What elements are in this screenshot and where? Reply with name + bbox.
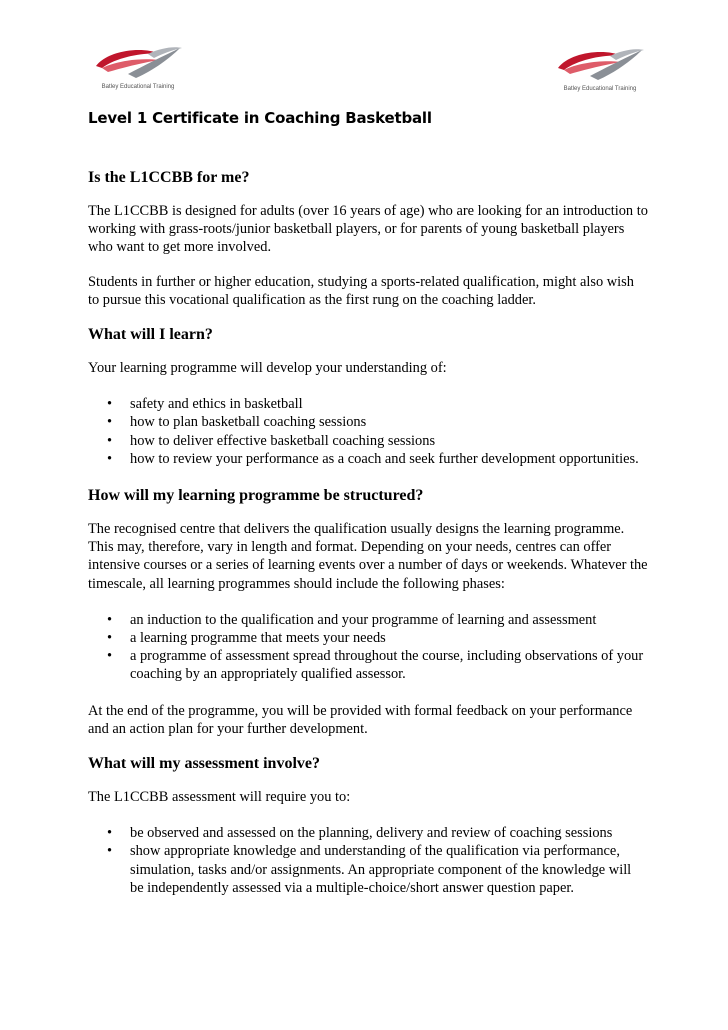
document-title: Level 1 Certificate in Coaching Basketball xyxy=(88,109,432,127)
list-item-text: a learning programme that meets your needs xyxy=(130,630,386,647)
section-heading-structure: How will my learning programme be structured? xyxy=(88,487,424,505)
bullet-icon: • xyxy=(107,450,113,467)
swoosh-logo-icon xyxy=(550,46,650,86)
paragraph: Students in further or higher education, studying a sports-related qualification, might also wish to pursue this vocational qualification as the first rung on the coaching ladder. xyxy=(88,273,634,308)
list-item xyxy=(88,395,648,413)
batley-logo-left xyxy=(88,44,188,96)
section-heading-assessment: What will my assessment involve? xyxy=(88,755,320,773)
paragraph: Your learning programme will develop your understanding of: xyxy=(88,360,447,377)
list-item-text: a programme of assessment spread throughout the course, including observations of your coaching by an appropriately qualified assessor. xyxy=(130,648,644,683)
list-item-text: how to review your performance as a coach and seek further development opportunities. xyxy=(130,450,639,467)
bullet-icon: • xyxy=(107,611,113,628)
list-item xyxy=(88,611,648,629)
bullet-icon: • xyxy=(107,630,113,647)
bullet-icon: • xyxy=(107,432,113,449)
paragraph: The recognised centre that delivers the qualification usually designs the learning programme. This may, therefore, vary in length and format. Depending on your needs, centres can offer intensive courses or a series of learning events over a number of days or weekends. Whatever the timescale, all learning programmes should include the following phases: xyxy=(88,521,648,592)
logo-caption: Batley Educational Training xyxy=(563,86,637,92)
bullet-list-assessment xyxy=(88,824,648,897)
list-item xyxy=(88,450,648,468)
bullet-icon: • xyxy=(107,648,113,665)
list-item-text: safety and ethics in basketball xyxy=(130,396,303,413)
list-item xyxy=(88,647,648,683)
list-item-text: show appropriate knowledge and understanding of the qualification via performance, simulation, tasks and/or assignments. An appropriate component of the knowledge will be independently assessed via a multiple-choice/short answer question paper. xyxy=(130,843,632,896)
paragraph: The L1CCBB assessment will require you to: xyxy=(88,789,351,806)
list-item-text: an induction to the qualification and your programme of learning and assessment xyxy=(130,611,597,628)
swoosh-logo-icon xyxy=(88,44,188,84)
list-item xyxy=(88,413,648,431)
list-item-text: how to plan basketball coaching sessions xyxy=(130,414,367,431)
list-item xyxy=(88,824,648,842)
batley-logo-right xyxy=(550,46,650,98)
document-body xyxy=(88,168,648,915)
bullet-icon: • xyxy=(107,843,113,860)
paragraph: At the end of the programme, you will be provided with formal feedback on your performance and an action plan for your further development. xyxy=(88,702,633,737)
list-item-text: be observed and assessed on the planning, delivery and review of coaching sessions xyxy=(130,825,613,842)
section-heading-what-will-i-learn: What will I learn? xyxy=(88,326,213,344)
list-item xyxy=(88,432,648,450)
paragraph: The L1CCBB is designed for adults (over 16 years of age) who are looking for an introduction to working with grass-roots/junior basketball players, or for parents of young basketball players who want to get more involved. xyxy=(88,203,648,256)
logo-caption: Batley Educational Training xyxy=(101,84,175,90)
bullet-icon: • xyxy=(107,414,113,431)
list-item xyxy=(88,842,648,897)
list-item-text: how to deliver effective basketball coaching sessions xyxy=(130,432,436,449)
bullet-icon: • xyxy=(107,396,113,413)
section-heading-is-it-for-me: Is the L1CCBB for me? xyxy=(88,169,250,186)
list-item xyxy=(88,629,648,647)
bullet-list-learn xyxy=(88,395,648,468)
bullet-list-phases xyxy=(88,611,648,684)
bullet-icon: • xyxy=(107,825,113,842)
